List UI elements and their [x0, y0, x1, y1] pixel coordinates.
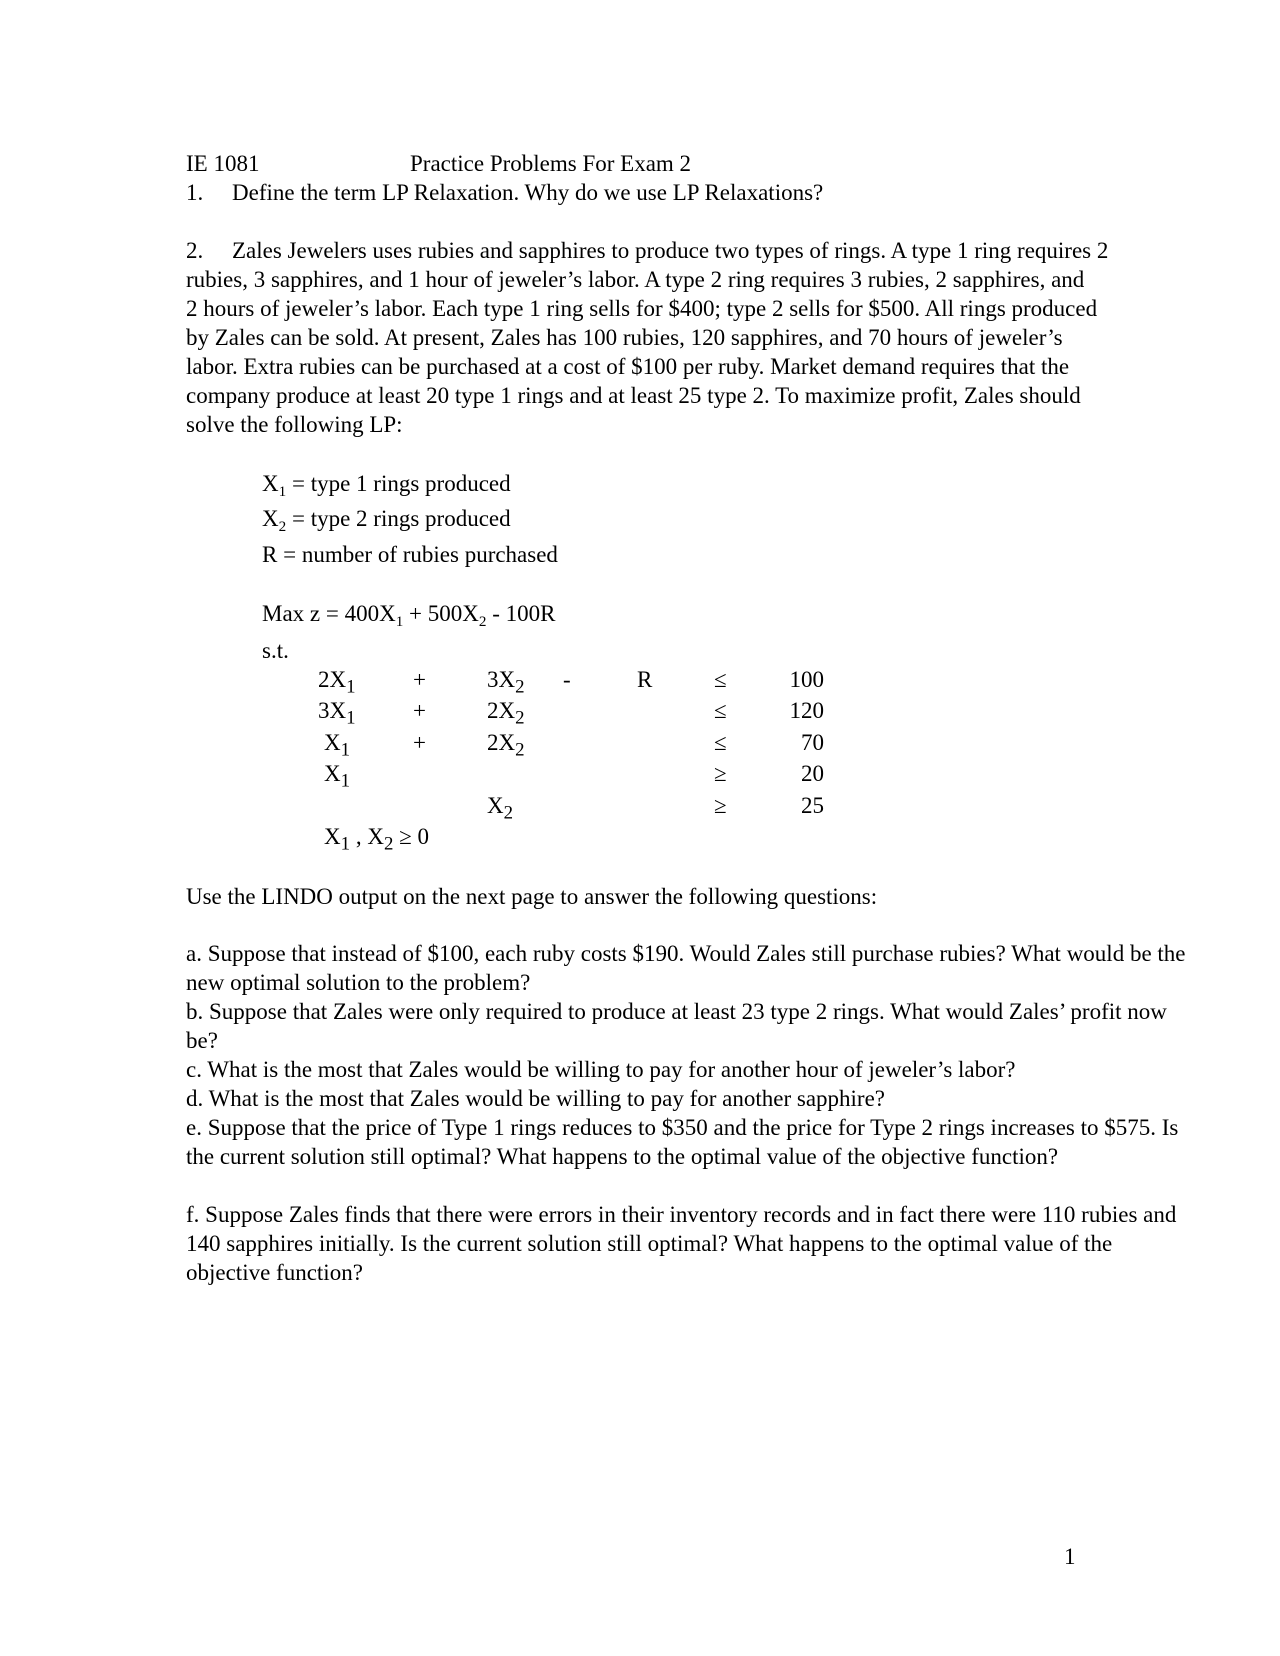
rhs-value: 120 — [789, 698, 824, 723]
q1-number: 1. — [186, 180, 204, 205]
plus-operator: + — [413, 698, 426, 723]
part-f: f. Suppose Zales finds that there were errors in their inventory records and in fact there were 110 rubies and 140 sapphires initially. Is the current solution still optimal? What happens to the optimal value of the objective function? — [186, 1202, 1177, 1285]
x1-term: $3X_1$ — [318, 698, 356, 729]
plus-operator: + — [413, 730, 426, 755]
x2-term: $X_2$ — [487, 793, 514, 824]
r-term: R — [637, 667, 653, 692]
rhs-value: 70 — [801, 730, 824, 755]
objective-function: Max $z = 400X_1 + 500X_2 - 100R$ — [262, 601, 556, 630]
rhs-value: 20 — [801, 761, 824, 786]
q2-line: solve the following LP: — [186, 412, 403, 437]
x1-term: $X_1$ — [324, 761, 351, 792]
definition-x2: $X_2$ = type 2 rings produced — [262, 506, 511, 535]
q2-line: rubies, 3 sapphires, and 1 hour of jeweler’s labor. A type 2 ring requires 3 rubies, 2 sapphires, and — [186, 267, 1085, 292]
subject-to-label: s.t. — [262, 638, 289, 663]
q2-line: Zales Jewelers uses rubies and sapphires to produce two types of rings. A type 1 ring requires 2 — [232, 238, 1109, 263]
part-a: a. Suppose that instead of $100, each ruby costs $190. Would Zales still purchase rubies? What would be the new optimal solution to the problem? — [186, 941, 1186, 995]
relation: ≤ — [714, 698, 727, 723]
rhs-value: 100 — [789, 667, 824, 692]
q2-line: labor. Extra rubies can be purchased at a cost of $100 per ruby. Market demand requires that the — [186, 354, 1070, 379]
definition-x1: $X_1$ = type 1 rings produced — [262, 471, 511, 500]
page-title: Practice Problems For Exam 2 — [410, 151, 692, 176]
part-c: c. What is the most that Zales would be willing to pay for another hour of jeweler’s labor? — [186, 1057, 1016, 1082]
part-e: e. Suppose that the price of Type 1 rings reduces to $350 and the price for Type 2 rings increases to $575. Is the current solution still optimal? What happens to the optimal value of the objective function? — [186, 1115, 1179, 1169]
minus-operator: - — [563, 667, 571, 692]
x2-term: $3X_2$ — [487, 667, 525, 698]
q2-number: 2. — [186, 238, 204, 263]
x1-term: $2X_1$ — [318, 667, 356, 698]
instruction-text: Use the LINDO output on the next page to answer the following questions: — [186, 884, 878, 909]
part-d: d. What is the most that Zales would be willing to pay for another sapphire? — [186, 1086, 885, 1111]
part-b: b. Suppose that Zales were only required to produce at least 23 type 2 rings. What would Zales’ profit now be? — [186, 999, 1167, 1053]
q2-line: company produce at least 20 type 1 rings and at least 25 type 2. To maximize profit, Zales should — [186, 383, 1081, 408]
q1-text: Define the term LP Relaxation. Why do we use LP Relaxations? — [232, 180, 824, 205]
x2-term: $2X_2$ — [487, 730, 525, 761]
rhs-value: 25 — [801, 793, 824, 818]
course-code: IE 1081 — [186, 151, 260, 176]
relation: ≥ — [714, 761, 727, 786]
relation: ≥ — [714, 793, 727, 818]
q2-line: 2 hours of jeweler’s labor. Each type 1 ring sells for $400; type 2 sells for $500. All rings produced — [186, 296, 1098, 321]
nonnegativity-constraint: $X_1$ , $X_2 \ge 0$ — [324, 824, 429, 855]
x1-term: $X_1$ — [324, 730, 351, 761]
q2-line: by Zales can be sold. At present, Zales has 100 rubies, 120 sapphires, and 70 hours of jeweler’s — [186, 325, 1063, 350]
definition-r: R = number of rubies purchased — [262, 542, 558, 567]
relation: ≤ — [714, 730, 727, 755]
relation: ≤ — [714, 667, 727, 692]
x2-term: $2X_2$ — [487, 698, 525, 729]
page-number: 1 — [1064, 1544, 1076, 1569]
plus-operator: + — [413, 667, 426, 692]
